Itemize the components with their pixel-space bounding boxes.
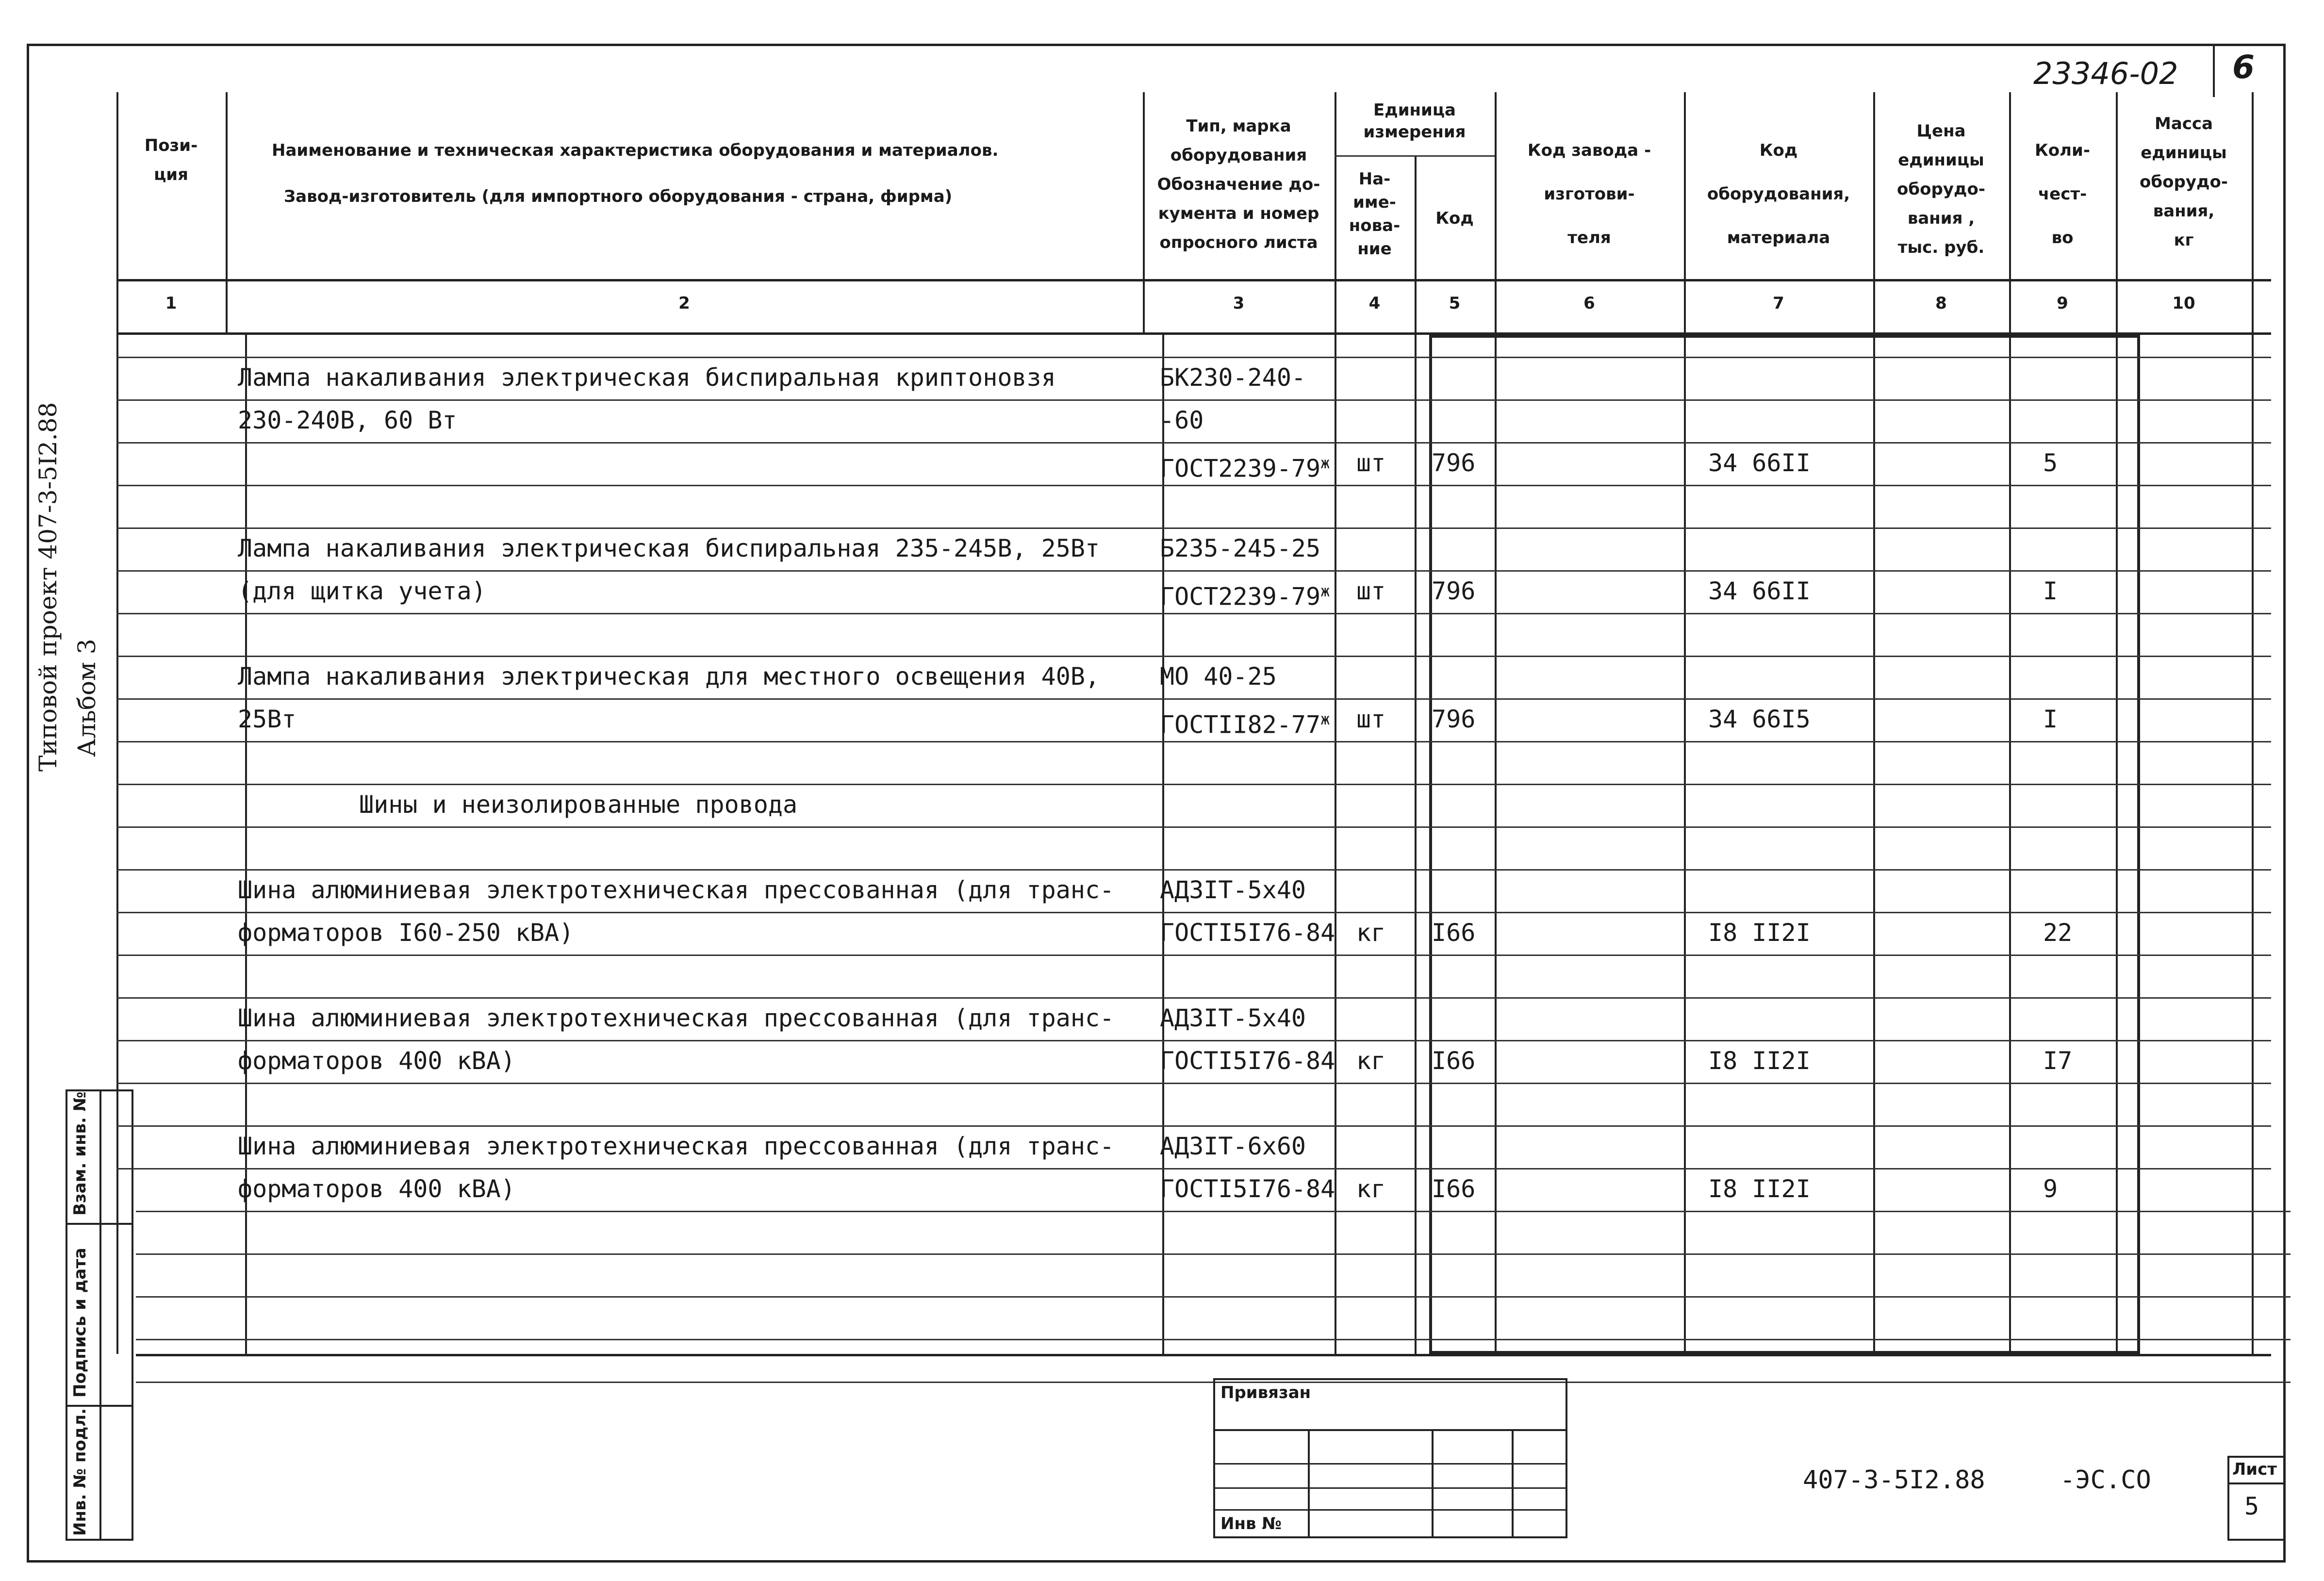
header-line	[116, 332, 2271, 335]
header-mass: Масса единицы оборудо- вания, кг	[2140, 114, 2228, 250]
col-num: 9	[2057, 294, 2068, 313]
item-type: БК230-240-	[1160, 363, 1306, 392]
row-line	[136, 1339, 2291, 1340]
stamp-vzam-inv: Взам. инв. №	[70, 1091, 90, 1216]
item-name: форматоров I60-250 кВА)	[238, 919, 574, 947]
inv-label: Инв №	[1220, 1514, 1282, 1533]
row-line	[116, 784, 2271, 785]
header-manufacturer: Завод-изготовитель (для импортного оборудования - страна, фирма)	[284, 187, 953, 206]
header-unit-code: Код	[1435, 209, 1474, 228]
item-unit-code: 796	[1432, 449, 1476, 477]
header-name: Наименование и техническая характеристика оборудования и материалов.	[272, 141, 999, 160]
row-line	[116, 527, 2271, 529]
item-unit: кг	[1356, 1175, 1386, 1203]
row-line	[116, 955, 2271, 956]
item-quantity: 22	[2043, 919, 2073, 947]
col-line	[2252, 92, 2254, 1354]
privyazan-label: Привязан	[1220, 1383, 1311, 1402]
row-line	[116, 1125, 2271, 1127]
item-type-text: ГОСТ2239-79	[1160, 454, 1321, 483]
footnote-mark: ж	[1320, 582, 1330, 600]
item-equipment-code: I8 II2I	[1708, 1175, 1811, 1203]
item-type: -60	[1160, 406, 1204, 434]
row-line	[116, 442, 2271, 444]
header-quantity: Коли- чест- во	[2035, 141, 2090, 247]
item-type: МО 40-25	[1160, 662, 1277, 691]
col-line	[1415, 155, 1417, 1354]
side-stamp-divider	[99, 1089, 101, 1541]
item-type	[1160, 574, 1330, 614]
col-num: 1	[165, 294, 177, 313]
stamp-line	[1213, 1429, 1567, 1431]
item-type: Б235-245-25	[1160, 534, 1321, 562]
item-name: Лампа накаливания электрическая для местного освещения 40В,	[238, 662, 1100, 691]
side-title-album: Альбом 3	[73, 639, 101, 757]
header-equipment-code: Код оборудования, материала	[1707, 141, 1850, 247]
col-line	[1335, 92, 1336, 1354]
item-name: Шина алюминиевая электротехническая прессованная (для транс-	[238, 876, 1115, 904]
row-line	[116, 826, 2271, 828]
item-name: Лампа накаливания электрическая биспиральная 235-245В, 25Вт	[238, 534, 1100, 562]
item-type-text: ГОСТ2239-79	[1160, 582, 1321, 611]
item-quantity: I	[2043, 705, 2058, 733]
corner-mark: 6	[2232, 49, 2255, 86]
header-unit: Единица измерения	[1363, 100, 1466, 142]
col-num: 2	[678, 294, 690, 313]
side-stamp-line	[66, 1405, 133, 1407]
item-quantity: I	[2043, 577, 2058, 605]
item-unit: шт	[1356, 705, 1386, 733]
item-type: ГОСТI5I76-84	[1160, 919, 1335, 947]
side-title-project: Типовой проект 407-3-5I2.88	[34, 402, 62, 772]
row-line	[116, 656, 2271, 657]
item-name: Лампа накаливания электрическая биспиральная криптоновзя	[238, 363, 1056, 392]
col-num: 3	[1233, 294, 1245, 313]
item-quantity: 9	[2043, 1175, 2058, 1203]
item-quantity: 5	[2043, 449, 2058, 477]
item-unit: кг	[1356, 1047, 1386, 1075]
stamp-col	[1432, 1429, 1434, 1538]
row-line	[116, 399, 2271, 401]
item-equipment-code: 34 66I5	[1708, 705, 1811, 733]
title-block-top	[136, 1354, 2271, 1356]
item-name: 230-240В, 60 Вт	[238, 406, 457, 434]
col-num: 7	[1773, 294, 1784, 313]
header-line	[116, 279, 2271, 281]
item-type: АДЗIТ-5х40	[1160, 1004, 1306, 1032]
row-line	[116, 570, 2271, 572]
item-equipment-code: 34 66II	[1708, 449, 1811, 477]
item-equipment-code: I8 II2I	[1708, 1047, 1811, 1075]
row-line	[116, 997, 2271, 999]
header-type: Тип, марка оборудования Обозначение до- кумента и номер опросного листа	[1157, 116, 1320, 252]
item-type-text: ГОСТII82-77	[1160, 710, 1321, 739]
row-line	[136, 1253, 2291, 1255]
row-line	[116, 357, 2271, 358]
header-price: Цена единицы оборудо- вания , тыс. руб.	[1897, 121, 1985, 257]
row-line	[116, 1083, 2271, 1084]
item-unit-code: I66	[1432, 1175, 1476, 1203]
row-line	[116, 1168, 2271, 1169]
item-name: Шина алюминиевая электротехническая прессованная (для транс-	[238, 1004, 1115, 1032]
item-equipment-code: I8 II2I	[1708, 919, 1811, 947]
item-type: ГОСТI5I76-84	[1160, 1047, 1335, 1075]
corner-divider	[2213, 44, 2215, 97]
row-line	[116, 698, 2271, 700]
item-name: (для щитка учета)	[238, 577, 486, 605]
row-line	[116, 1040, 2271, 1041]
item-unit-code: I66	[1432, 919, 1476, 947]
col-line	[116, 92, 118, 1354]
item-name: Шина алюминиевая электротехническая прессованная (для транс-	[238, 1132, 1115, 1160]
col-num: 6	[1583, 294, 1595, 313]
row-line	[116, 912, 2271, 913]
sheet-label: Лист	[2232, 1460, 2277, 1479]
header-position: Пози- ция	[144, 136, 198, 184]
header-factory-code: Код завода - изготови- теля	[1527, 141, 1651, 247]
item-type: ГОСТI5I76-84	[1160, 1175, 1335, 1203]
footnote-mark: ж	[1320, 454, 1330, 472]
item-type	[1160, 702, 1330, 742]
item-name: 25Вт	[238, 705, 297, 733]
document-number: 23346-02	[2033, 56, 2178, 91]
stamp-podpis-data: Подпись и дата	[70, 1248, 90, 1398]
footer-sheet-code: -ЭС.СО	[2060, 1466, 2151, 1495]
item-name: форматоров 400 кВА)	[238, 1047, 515, 1075]
item-unit-code: I66	[1432, 1047, 1476, 1075]
item-unit: шт	[1356, 577, 1386, 605]
row-line	[136, 1211, 2291, 1212]
col-num: 5	[1449, 294, 1461, 313]
col-num: 10	[2172, 294, 2195, 313]
header-unit-name: На- име- нова- ние	[1349, 169, 1401, 259]
stamp-line	[1213, 1509, 1567, 1511]
item-unit-code: 796	[1432, 577, 1476, 605]
stamp-line	[1213, 1487, 1567, 1489]
row-line	[136, 1296, 2291, 1298]
stamp-col	[1308, 1429, 1310, 1538]
row-line	[116, 869, 2271, 871]
col-num: 4	[1368, 294, 1381, 313]
header-line	[1335, 155, 1495, 157]
section-title: Шины и неизолированные провода	[359, 790, 798, 819]
stamp-inv-podl: Инв. № подл.	[70, 1408, 90, 1536]
item-type	[1160, 446, 1330, 486]
item-unit: шт	[1356, 449, 1386, 477]
item-unit: кг	[1356, 919, 1386, 947]
item-type: АДЗIТ-5х40	[1160, 876, 1306, 904]
footnote-mark: ж	[1320, 710, 1330, 728]
col-num: 8	[1935, 294, 1947, 313]
sheet-number: 5	[2244, 1492, 2259, 1520]
item-name: форматоров 400 кВА)	[238, 1175, 515, 1203]
item-type: АДЗIТ-6х60	[1160, 1132, 1306, 1160]
item-equipment-code: 34 66II	[1708, 577, 1811, 605]
footer-project-code: 407-3-5I2.88	[1803, 1466, 1985, 1495]
item-quantity: I7	[2043, 1047, 2073, 1075]
stamp-col	[1512, 1429, 1514, 1538]
item-unit-code: 796	[1432, 705, 1476, 733]
sheet-box-line	[2227, 1482, 2286, 1484]
stamp-line	[1213, 1463, 1567, 1465]
